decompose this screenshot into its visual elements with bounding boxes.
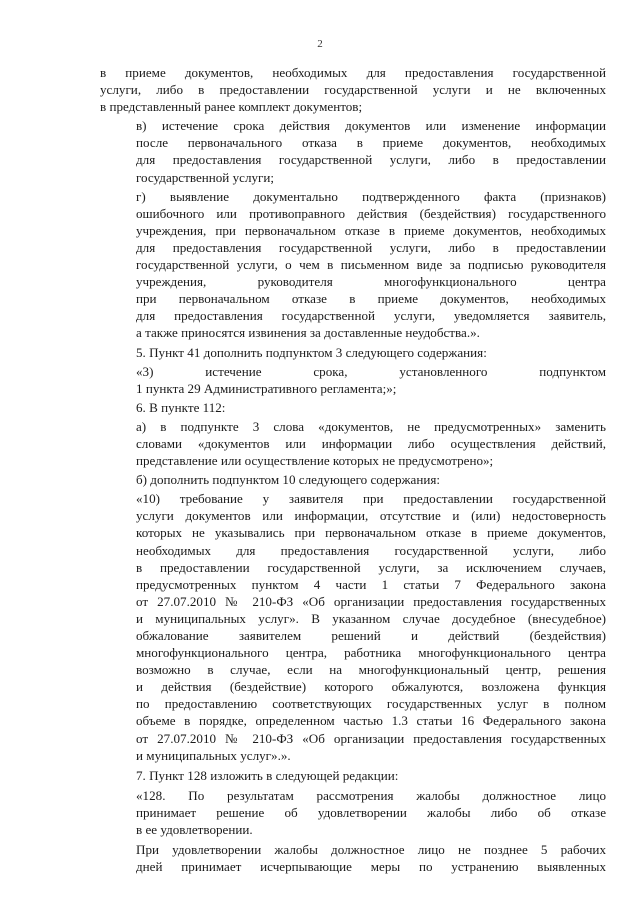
text-line: учреждения, руководителя многофункционального центра xyxy=(136,274,606,290)
text-line: от 27.07.2010 № 210-ФЗ «Об организации предоставления государственных xyxy=(136,730,606,746)
text-line: в представленный ранее комплект документов; xyxy=(100,99,363,115)
paragraph xyxy=(100,117,606,185)
text-line: которых не указывались при первоначальном отказе в приеме документов, xyxy=(136,525,606,541)
text-line: и муниципальных услуг».». xyxy=(136,747,291,763)
text-line: а также приносятся извинения за доставленные неудобства.». xyxy=(136,325,480,341)
text-line: в предоставлении государственной услуги, за исключением случаев, xyxy=(136,559,606,575)
text-line: предусмотренных пунктом 4 части 1 статьи 7 Федерального закона xyxy=(136,576,606,592)
paragraph xyxy=(100,188,606,342)
text-line: услуги документов или информации, отсутствие и (или) недостоверность xyxy=(136,508,606,524)
text-line: «128. По результатам рассмотрения жалобы должностное лицо xyxy=(136,787,606,803)
text-line: услуги, либо в предоставлении государственной услуги и не включенных xyxy=(100,82,606,98)
text-line: в приеме документов, необходимых для предоставления государственной xyxy=(100,65,606,80)
text-line: и действия (бездействие) которого обжалуются, возложена функция xyxy=(136,679,606,695)
text-line: по предоставлению соответствующих государственных услуг в полном xyxy=(136,696,606,712)
paragraph xyxy=(100,471,606,488)
text-line: в) истечение срока действия документов или изменение информации xyxy=(136,118,606,134)
text-line: государственной услуги; xyxy=(136,169,275,185)
text-line: «3) истечение срока, установленного подпунктом xyxy=(136,363,606,379)
text-line: «10) требование у заявителя при предоставлении государственной xyxy=(136,491,606,507)
paragraph xyxy=(100,64,606,115)
text-line: б) дополнить подпунктом 10 следующего содержания: xyxy=(136,472,441,488)
text-line: и муниципальных услуг». В указанном случае досудебное (внесудебное) xyxy=(136,610,606,626)
text-line: для предоставления государственной услуги, либо в предоставлении xyxy=(136,239,606,255)
text-line: дней принимает исчерпывающие меры по устранению выявленных xyxy=(136,859,606,875)
document-body xyxy=(100,64,606,875)
text-line: обжалование заявителем решений и действий (бездействия) xyxy=(136,628,606,643)
text-line: многофункционального центра, работника многофункционального центра xyxy=(136,645,606,661)
text-line: от 27.07.2010 № 210-ФЗ «Об организации предоставления государственных xyxy=(136,593,606,609)
paragraph xyxy=(100,490,606,764)
text-line: 7. Пункт 128 изложить в следующей редакции: xyxy=(136,767,399,783)
text-line: 5. Пункт 41 дополнить подпунктом 3 следующего содержания: xyxy=(136,344,487,360)
text-line: в ее удовлетворении. xyxy=(136,822,253,838)
paragraph xyxy=(100,418,606,469)
text-line: государственной услуги, о чем в письменном виде за подписью руководителя xyxy=(136,257,606,273)
text-line: г) выявление документально подтвержденного факта (признаков) xyxy=(136,188,606,204)
page-number: 2 xyxy=(317,38,323,50)
text-line: для предоставления государственной услуги, либо в предоставлении xyxy=(136,152,606,168)
text-line: 6. В пункте 112: xyxy=(136,399,226,415)
text-line: а) в подпункте 3 слова «документов, не предусмотренных» заменить xyxy=(136,418,606,434)
text-line: объеме в порядке, определенном частью 1.3 статьи 16 Федерального закона xyxy=(136,713,606,729)
text-line: учреждения, при первоначальном отказе в приеме документов, необходимых xyxy=(136,222,606,238)
paragraph xyxy=(100,363,606,397)
text-line: ошибочного или противоправного действия (бездействия) государственного xyxy=(136,205,606,221)
text-line: после первоначального отказа в приеме документов, необходимых xyxy=(136,135,606,151)
text-line: для предоставления государственной услуги, уведомляется заявитель, xyxy=(136,308,606,324)
paragraph xyxy=(100,841,606,875)
text-line: 1 пункта 29 Административного регламента;»; xyxy=(136,380,397,396)
paragraph xyxy=(100,399,606,416)
text-line: необходимых для предоставления государственной услуги, либо xyxy=(136,542,606,558)
paragraph xyxy=(100,787,606,838)
text-line: представление или осуществление которых не предусмотрено»; xyxy=(136,453,494,469)
text-line: принимает решение об удовлетворении жалобы либо об отказе xyxy=(136,804,606,820)
text-line: При удовлетворении жалобы должностное лицо не позднее 5 рабочих xyxy=(136,842,606,858)
text-line: при первоначальном отказе в приеме документов, необходимых xyxy=(136,291,606,307)
text-line: словами «документов или информации либо осуществления действий, xyxy=(136,435,606,451)
text-line: возможно в случае, если на многофункциональный центр, решения xyxy=(136,662,606,678)
paragraph xyxy=(100,344,606,361)
paragraph xyxy=(100,767,606,784)
